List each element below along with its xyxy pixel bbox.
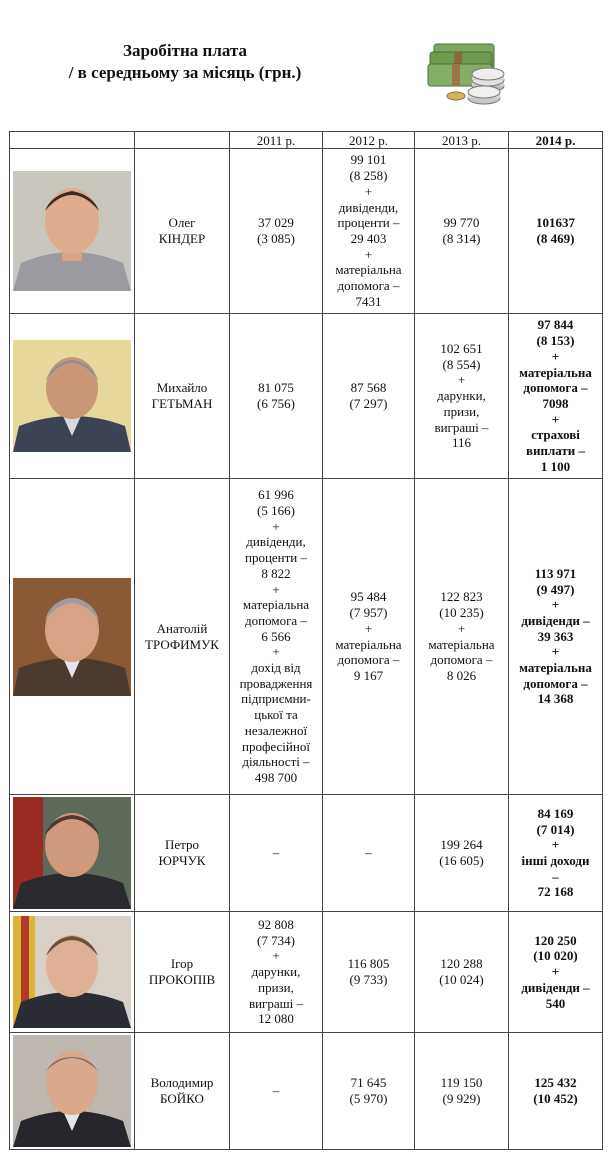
table-header-row (10, 132, 603, 149)
cell-2013: 119 150 (9 929) (415, 1033, 509, 1150)
cell-2014: 113 971 (9 497) + дивіденди – 39 363 + матеріальна допомога – 14 368 (509, 479, 603, 795)
cell-2013: 102 651 (8 554) + дарунки, призи, виграші – 116 (415, 314, 509, 479)
cell-2011: 81 075 (6 756) (230, 314, 323, 479)
photo-cell (10, 149, 135, 314)
photo-cell (10, 795, 135, 912)
salary-table (9, 131, 603, 1150)
cell-2012: 95 484 (7 957) + матеріальна допомога – 9 167 (323, 479, 415, 795)
cell-2011: – (230, 795, 323, 912)
name-cell: Анатолій ТРОФИМУК (135, 479, 230, 795)
cell-2012: 71 645 (5 970) (323, 1033, 415, 1150)
cell-2011: 61 996 (5 166) + дивіденди, проценти – 8 822 + матеріальна допомога – 6 566 + дохід від провадження підприємни- цької та незалежної професійної діяльності – 498 700 (230, 479, 323, 795)
cell-2011: – (230, 1033, 323, 1150)
cell-2011: 92 808 (7 734) + дарунки, призи, виграші – 12 080 (230, 912, 323, 1033)
name-cell: Михайло ГЕТЬМАН (135, 314, 230, 479)
portrait-photo (13, 1035, 131, 1147)
page-title (40, 40, 330, 84)
table-row (10, 314, 603, 479)
cell-2014: 120 250 (10 020) + дивіденди – 540 (509, 912, 603, 1033)
cell-2012: – (323, 795, 415, 912)
photo-cell (10, 314, 135, 479)
table-row (10, 149, 603, 314)
cell-2012: 99 101 (8 258) + дивіденди, проценти – 29 403 + матеріальна допомога – 7431 (323, 149, 415, 314)
portrait-photo (13, 171, 131, 291)
cell-2013: 99 770 (8 314) (415, 149, 509, 314)
cell-2012: 116 805 (9 733) (323, 912, 415, 1033)
table-row (10, 1033, 603, 1150)
photo-cell (10, 479, 135, 795)
portrait-photo (13, 797, 131, 909)
title-line-1: Заробітна плата (123, 41, 247, 60)
header-2012: 2012 р. (323, 132, 415, 149)
portrait-photo (13, 578, 131, 696)
name-cell: Ігор ПРОКОПІВ (135, 912, 230, 1033)
cell-2011: 37 029 (3 085) (230, 149, 323, 314)
name-cell: Олег КІНДЕР (135, 149, 230, 314)
cell-2013: 120 288 (10 024) (415, 912, 509, 1033)
header-name (135, 132, 230, 149)
header-photo (10, 132, 135, 149)
cell-2014: 97 844 (8 153) + матеріальна допомога – 7098 + страхові виплати – 1 100 (509, 314, 603, 479)
portrait-photo (13, 340, 131, 452)
name-cell: Петро ЮРЧУК (135, 795, 230, 912)
header-2011: 2011 р. (230, 132, 323, 149)
cell-2013: 199 264 (16 605) (415, 795, 509, 912)
photo-cell (10, 912, 135, 1033)
header-2013: 2013 р. (415, 132, 509, 149)
cell-2014: 125 432 (10 452) (509, 1033, 603, 1150)
cell-2014: 101637 (8 469) (509, 149, 603, 314)
table-row (10, 795, 603, 912)
table-row (10, 912, 603, 1033)
cell-2013: 122 823 (10 235) + матеріальна допомога – 8 026 (415, 479, 509, 795)
cell-2012: 87 568 (7 297) (323, 314, 415, 479)
photo-cell (10, 1033, 135, 1150)
name-cell: Володимир БОЙКО (135, 1033, 230, 1150)
header-2014: 2014 р. (509, 132, 603, 149)
money-stack-icon (424, 34, 510, 110)
portrait-photo (13, 916, 131, 1028)
table-row (10, 479, 603, 795)
title-line-2: / в середньому за місяць (грн.) (68, 63, 302, 82)
cell-2014: 84 169 (7 014) + інші доходи – 72 168 (509, 795, 603, 912)
